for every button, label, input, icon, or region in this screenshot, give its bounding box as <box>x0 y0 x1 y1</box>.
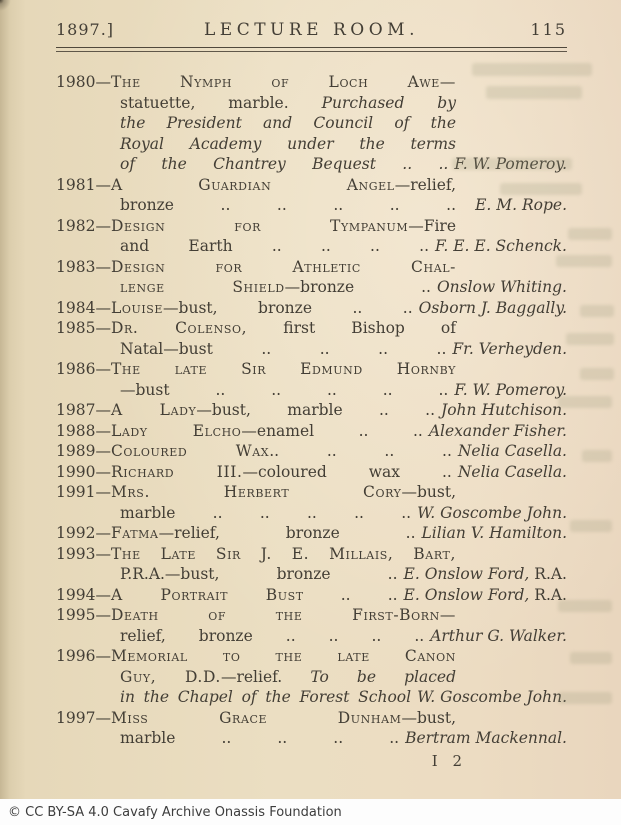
entry-text: 1986— <box>56 360 111 378</box>
entry-line-text <box>56 400 435 421</box>
entry-line-text <box>56 421 423 442</box>
entry-text: —enamel .. .. <box>241 421 423 440</box>
entry-note-text: the President and Council of the <box>120 114 456 132</box>
entry-text: marble .. .. .. .. <box>120 729 400 747</box>
entry-line <box>56 523 567 544</box>
show-through-mark <box>580 368 614 380</box>
entry-line-text <box>56 154 448 175</box>
entry-line <box>56 441 567 462</box>
entry-text: Miss Grace Dunham <box>110 708 402 727</box>
entry-text: Coloured Wax <box>110 442 270 460</box>
entry-text: lenge Shield <box>120 278 285 296</box>
entry-line-text <box>56 236 429 257</box>
entry-line <box>56 175 567 196</box>
attribution-bar <box>0 799 621 825</box>
entry-text: 1997— <box>56 708 111 727</box>
artist-name <box>416 523 568 544</box>
entry-note-text: John Hutchison. <box>441 401 567 419</box>
entry-line-text <box>56 626 424 647</box>
entry-text: Lady Elcho <box>110 421 242 440</box>
entry-text: —relief, bronze .. <box>158 524 416 542</box>
entry-text: P.R.A.—bust, bronze .. <box>120 565 398 583</box>
entry-text: Natal—bust .. .. .. .. <box>120 339 447 358</box>
entry-line-text <box>56 687 411 708</box>
entry-line <box>56 216 567 237</box>
entry-line <box>56 544 567 565</box>
entry-text: Design for Athletic Chal- <box>110 257 456 276</box>
artist-name <box>429 236 567 257</box>
entry-note-text: of the Chantrey Bequest .. .. <box>120 155 449 173</box>
entry-text: 1982— <box>56 216 111 235</box>
artist-name <box>398 564 567 585</box>
entry-note-text: W. Goscombe John. <box>417 503 567 522</box>
entry-text: 1992— <box>56 524 111 542</box>
entry-line <box>56 564 567 585</box>
artist-name <box>413 298 567 319</box>
entry-line-text <box>56 318 456 339</box>
entry-text: The Late Sir J. E. Millais, Bart, <box>110 544 456 563</box>
entry-line <box>56 708 567 729</box>
entry-line-text <box>56 544 456 565</box>
entry-line <box>56 277 567 298</box>
artist-name <box>399 728 567 749</box>
entry-text: Richard III. <box>110 462 243 481</box>
entry-text: —relief. <box>220 667 311 686</box>
entry-note-text: F. E. E. Schenck. <box>435 237 567 255</box>
entry-note-text: F. W. Pomeroy. <box>454 155 567 173</box>
artist-name <box>452 441 567 462</box>
entry-text: The late Sir Edmund Hornby <box>110 360 456 378</box>
entry-text: Memorial to the late Canon <box>110 647 456 665</box>
entry-note-text: in the Chapel of the Forest School <box>120 688 412 706</box>
entry-line <box>56 359 567 380</box>
entry-text: —coloured wax .. <box>242 462 452 481</box>
entry-line-text <box>56 298 413 319</box>
entry-text: marble .. .. .. .. .. <box>120 503 412 522</box>
entry-line-text <box>56 175 456 196</box>
entry-note-text: To be placed <box>310 667 456 686</box>
show-through-mark <box>558 600 612 612</box>
entry-text: 1985— <box>56 319 111 337</box>
entry-line-text <box>56 380 448 401</box>
show-through-mark <box>472 63 592 76</box>
entry-text: A Guardian Angel <box>110 175 395 194</box>
entry-text: 1994— <box>56 585 111 604</box>
entry-line <box>56 667 567 688</box>
artist-name <box>411 687 567 708</box>
show-through-mark <box>566 333 614 345</box>
entry-note-text: Purchased by <box>321 93 456 112</box>
show-through-mark <box>500 183 582 195</box>
entry-text: and Earth .. .. .. .. <box>120 237 430 255</box>
page-title: LECTURE ROOM. <box>204 20 419 40</box>
entry-text: Mrs. Herbert Cory <box>110 483 402 501</box>
entry-line <box>56 421 567 442</box>
entry-line <box>56 298 567 319</box>
show-through-mark <box>568 228 612 240</box>
artist-name <box>446 339 567 360</box>
entry-note-text: Nelia Casella. <box>457 462 567 481</box>
entry-line <box>56 687 567 708</box>
entry-line <box>56 503 567 524</box>
entry-text: 1996— <box>56 647 111 665</box>
page-number: 115 <box>530 20 567 39</box>
entry-note-text: Royal Academy under the terms <box>120 134 456 153</box>
entry-text: 1989— <box>56 442 111 460</box>
entry-note-text: Bertram Mackennal. <box>405 729 567 747</box>
artist-name <box>452 462 567 483</box>
entry-line-text <box>56 195 456 216</box>
artist-name <box>411 503 567 524</box>
artist-name <box>448 380 567 401</box>
entry-line-text <box>56 216 456 237</box>
entry-text: 1993— <box>56 544 111 563</box>
entry-text: .. .. <box>303 585 398 604</box>
entry-text: —bust, <box>401 483 456 501</box>
entry-line <box>56 605 567 626</box>
entry-line-text <box>56 359 456 380</box>
entry-note-text: E. Onslow Ford, <box>403 565 530 583</box>
entry-text: 1981— <box>56 175 111 194</box>
entry-line <box>56 626 567 647</box>
entry-line-text <box>56 462 452 483</box>
show-through-mark <box>556 255 612 267</box>
entry-line <box>56 585 567 606</box>
entry-line <box>56 318 567 339</box>
entry-text: R.A. <box>529 565 567 583</box>
entry-line <box>56 113 567 134</box>
artist-name <box>431 277 567 298</box>
entry-text: .. .. .. .. <box>269 442 452 460</box>
entry-note-text: Arthur G. Walker. <box>430 626 567 645</box>
entry-line <box>56 380 567 401</box>
entry-line-text <box>56 257 456 278</box>
entry-line-text <box>56 564 398 585</box>
show-through-mark <box>558 396 612 408</box>
entry-text: Design for Tympanum <box>110 216 409 235</box>
entry-text: 1995— <box>56 606 111 624</box>
signature-mark: I 2 <box>431 751 467 770</box>
entry-line-text <box>56 503 411 524</box>
entry-line-text <box>56 667 456 688</box>
page-header <box>56 20 567 40</box>
entry-line-text <box>56 339 446 360</box>
entry-note-text: W. Goscombe John. <box>417 688 567 706</box>
entry-line-text <box>56 134 456 155</box>
entry-note-text: F. W. Pomeroy. <box>454 380 567 399</box>
entry-text: statuette, marble. <box>120 93 322 112</box>
entry-note-text: Lilian V. Hamilton. <box>421 524 567 542</box>
entry-text: —Fire <box>408 216 456 235</box>
page-content <box>56 20 567 770</box>
entry-note-text: E. Onslow Ford, <box>403 585 530 604</box>
entry-line <box>56 339 567 360</box>
entry-note-text: Nelia Casella. <box>457 442 567 460</box>
entry-text: —bust, bronze .. .. <box>163 298 413 317</box>
entry-line-text <box>56 72 456 93</box>
show-through-mark <box>570 520 612 532</box>
entry-text: A Portrait Bust <box>110 585 304 604</box>
entry-text: 1990— <box>56 462 111 481</box>
entry-note-text: Fr. Verheyden. <box>452 339 567 358</box>
artist-name <box>423 421 567 442</box>
entry-line <box>56 728 567 749</box>
show-through-mark <box>580 305 614 317</box>
entry-line <box>56 646 567 667</box>
entry-line <box>56 236 567 257</box>
entry-text: R.A. <box>529 585 567 604</box>
entry-text: —bust, <box>401 708 456 727</box>
entry-line-text <box>56 708 456 729</box>
entry-line <box>56 195 567 216</box>
entry-text: first Bishop of <box>247 319 456 337</box>
show-through-mark <box>452 158 572 170</box>
entry-text: Dr. Colenso, <box>110 319 248 337</box>
entry-line <box>56 482 567 503</box>
entry-line-text <box>56 728 399 749</box>
artist-name <box>398 585 567 606</box>
artist-name <box>435 400 567 421</box>
show-through-mark <box>486 86 582 99</box>
entry-text: —bronze .. <box>284 278 431 296</box>
entry-line-text <box>56 646 456 667</box>
entry-text: 1983— <box>56 257 111 276</box>
artist-name <box>424 626 567 647</box>
show-through-mark <box>558 692 612 704</box>
entry-line <box>56 257 567 278</box>
entry-line <box>56 462 567 483</box>
entry-text: —relief, <box>394 175 456 194</box>
entry-line-text <box>56 277 431 298</box>
show-through-mark <box>570 652 612 664</box>
entry-text: 1980— <box>56 73 111 91</box>
entry-line <box>56 134 567 155</box>
entry-line-text <box>56 523 416 544</box>
entry-text: 1988— <box>56 421 111 440</box>
entry-text: 1987— <box>56 401 111 419</box>
entry-text: The Nymph of Loch Awe— <box>110 73 456 91</box>
entry-text: 1984— <box>56 298 111 317</box>
header-year: 1897.] <box>56 20 115 39</box>
entry-line <box>56 400 567 421</box>
entry-text: —bust, marble .. .. <box>196 401 436 419</box>
entry-note-text: Onslow Whiting. <box>436 278 567 296</box>
catalogue-entries <box>56 72 567 749</box>
entry-line-text <box>56 482 456 503</box>
entry-text: Fatma <box>110 524 159 542</box>
entry-text: —bust .. .. .. .. .. <box>120 380 449 399</box>
entry-line-text <box>56 605 456 626</box>
entry-text: Louise <box>110 298 164 317</box>
attribution-text: © CC BY-SA 4.0 Cavafy Archive Onassis Foundation <box>8 804 342 820</box>
entry-line-text <box>56 585 398 606</box>
entry-note-text: Alexander Fisher. <box>428 421 567 440</box>
entry-text: 1991— <box>56 483 111 501</box>
entry-line-text <box>56 93 456 114</box>
entry-line-text <box>56 113 456 134</box>
entry-line-text <box>56 441 452 462</box>
entry-text: relief, bronze .. .. .. .. <box>120 626 425 645</box>
show-through-mark <box>582 450 612 462</box>
entry-text: Guy, D.D. <box>120 667 221 686</box>
double-rule <box>56 47 567 52</box>
entry-note-text: Osborn J. Baggally. <box>418 298 567 317</box>
entry-note-text: E. M. Rope. <box>475 196 567 214</box>
entry-text: A Lady <box>110 401 197 419</box>
entry-text: bronze .. .. .. .. .. <box>120 196 456 214</box>
artist-name <box>469 195 567 216</box>
entry-text: Death of the First-Born— <box>110 606 456 624</box>
